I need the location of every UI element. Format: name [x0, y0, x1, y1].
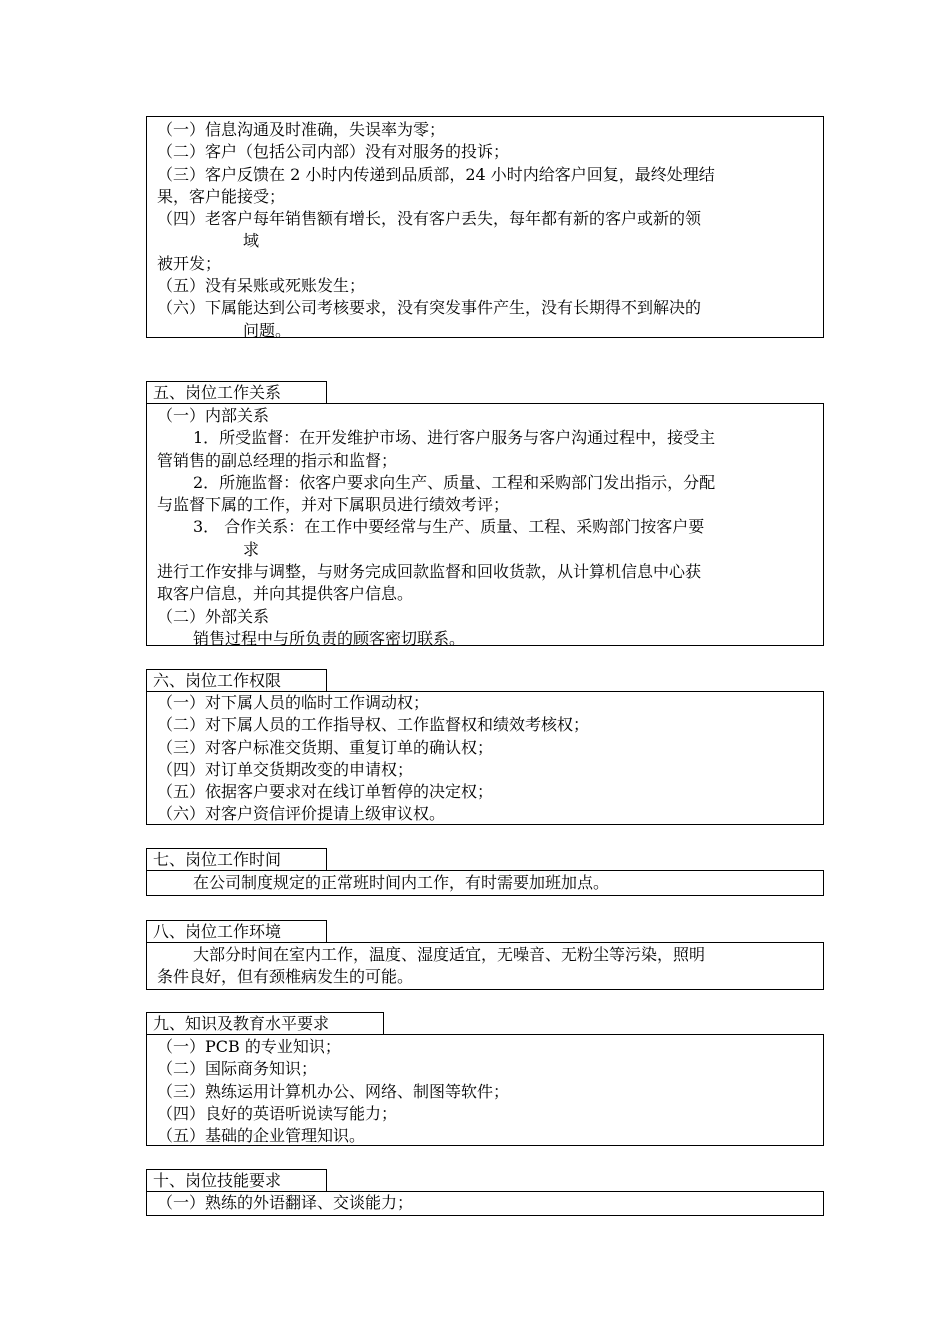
section-8-box: [146, 942, 824, 990]
authority-line-4: （四）对订单交货期改变的申请权；: [157, 759, 414, 779]
work-time-line: 在公司制度规定的正常班时间内工作，有时需要加班加点。: [193, 873, 610, 892]
section-7-title: 七、岗位工作时间: [146, 848, 327, 870]
section-8-title: 八、岗位工作环境: [146, 920, 327, 942]
cooperation-wrap: 求: [243, 539, 260, 559]
section-5-box: [146, 403, 824, 646]
section-5-title: 五、岗位工作关系: [146, 381, 327, 403]
standard-line-3: （三）客户反馈在 2 小时内传递到品质部，24 小时内给客户回复，最终处理结: [157, 164, 715, 184]
standard-line-3-cont: 果，客户能接受；: [157, 186, 286, 206]
standard-line-5: （五）没有呆账或死账发生；: [157, 276, 366, 296]
standard-line-4: （四）老客户每年销售额有增长，没有客户丢失，每年都有新的客户或新的领: [157, 209, 702, 229]
cooperation-line: 3． 合作关系：在工作中要经常与生产、质量、工程、采购部门按客户要: [193, 517, 705, 537]
supervises-cont: 与监督下属的工作，并对下属职员进行绩效考评；: [157, 495, 510, 515]
cooperation-cont-1: 进行工作安排与调整，与财务完成回款监督和回收货款，从计算机信息中心获: [157, 562, 702, 582]
environment-line-1: 大部分时间在室内工作，温度、湿度适宜，无噪音、无粉尘等污染，照明: [193, 945, 706, 964]
internal-relations-heading: （一）内部关系: [157, 406, 270, 425]
standard-line-1: （一）信息沟通及时准确，失误率为零；: [157, 120, 446, 139]
supervises-line: 2．所施监督：依客户要求向生产、质量、工程和采购部门发出指示，分配: [193, 472, 716, 492]
standard-line-4-cont: 被开发；: [157, 253, 222, 273]
supervised-by-cont: 管销售的副总经理的指示和监督；: [157, 450, 398, 470]
cooperation-cont-2: 取客户信息，并向其提供客户信息。: [157, 584, 414, 604]
section-9-title: 九、知识及教育水平要求: [146, 1012, 384, 1034]
authority-line-5: （五）依据客户要求对在线订单暂停的决定权；: [157, 782, 494, 802]
knowledge-line-5: （五）基础的企业管理知识。: [157, 1126, 366, 1146]
standard-line-6-wrap: 问题。: [243, 320, 292, 340]
section-6-title: 六、岗位工作权限: [146, 669, 327, 691]
authority-line-2: （二）对下属人员的工作指导权、工作监督权和绩效考核权；: [157, 715, 590, 735]
knowledge-line-3: （三）熟练运用计算机办公、网络、制图等软件；: [157, 1081, 510, 1101]
supervised-by-line: 1．所受监督：在开发维护市场、进行客户服务与客户沟通过程中，接受主: [193, 428, 716, 448]
section-10-title: 十、岗位技能要求: [146, 1169, 327, 1191]
knowledge-line-1: （一）PCB 的专业知识；: [157, 1037, 341, 1056]
standards-box: [146, 116, 824, 338]
authority-line-3: （三）对客户标准交货期、重复订单的确认权；: [157, 737, 494, 757]
standard-line-6: （六）下属能达到公司考核要求，没有突发事件产生，没有长期得不到解决的: [157, 298, 702, 318]
section-9-box: [146, 1034, 824, 1146]
authority-line-6: （六）对客户资信评价提请上级审议权。: [157, 804, 446, 824]
authority-line-1: （一）对下属人员的临时工作调动权；: [157, 693, 430, 712]
section-7-box: [146, 870, 824, 896]
standard-line-4-wrap: 域: [243, 231, 260, 251]
external-relations-line: 销售过程中与所负责的顾客密切联系。: [193, 628, 466, 648]
knowledge-line-4: （四）良好的英语听说读写能力；: [157, 1103, 398, 1123]
section-6-box: [146, 691, 824, 825]
external-relations-heading: （二）外部关系: [157, 606, 270, 626]
skill-line-1: （一）熟练的外语翻译、交谈能力；: [157, 1193, 414, 1212]
standard-line-2: （二）客户（包括公司内部）没有对服务的投诉；: [157, 142, 510, 162]
knowledge-line-2: （二）国际商务知识；: [157, 1059, 318, 1079]
section-10-box: [146, 1191, 824, 1216]
environment-line-2: 条件良好，但有颈椎病发生的可能。: [157, 967, 414, 987]
